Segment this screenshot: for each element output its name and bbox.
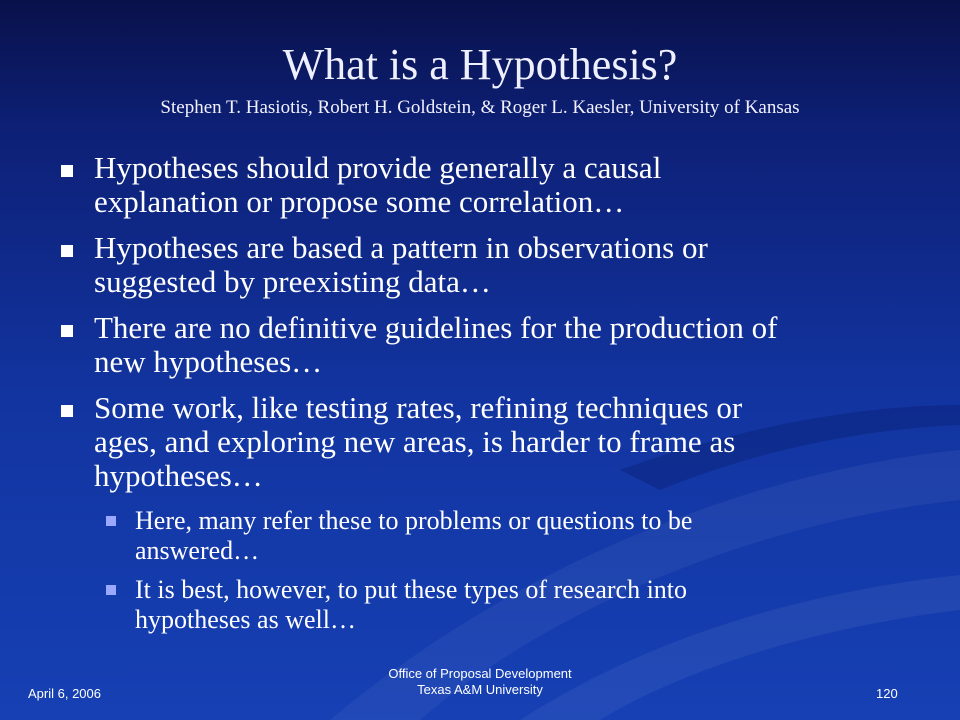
sub-bullet-text-line: Here, many refer these to problems or questions to be [135, 506, 693, 535]
square-bullet-icon [61, 325, 73, 337]
bullet-text-line: ages, and exploring new areas, is harder to frame as [94, 424, 736, 459]
bullet-text-line: Hypotheses are based a pattern in observations or [94, 230, 708, 265]
slide-subtitle: Stephen T. Hasiotis, Robert H. Goldstein, & Roger L. Kaesler, University of Kansas [160, 97, 800, 118]
footer-date: April 6, 2006 [28, 686, 101, 701]
footer-page-number: 120 [876, 686, 898, 701]
sub-bullet-text-line: hypotheses as well… [135, 605, 356, 634]
footer-office [0, 666, 960, 698]
footer-office-name: Office of Proposal Development [388, 666, 572, 681]
bullet-text-line: explanation or propose some correlation… [94, 184, 625, 219]
sub-bullet-text-line: It is best, however, to put these types of research into [135, 575, 688, 604]
bullet-text-line: Some work, like testing rates, refining techniques or [94, 390, 743, 425]
square-sub-bullet-icon [106, 585, 116, 595]
square-bullet-icon [61, 165, 73, 177]
square-bullet-icon [61, 245, 73, 257]
bullet-text-line: new hypotheses… [94, 344, 323, 379]
bullet-text-line: suggested by preexisting data… [94, 264, 491, 299]
bullet-text-line: hypotheses… [94, 458, 263, 493]
square-bullet-icon [61, 405, 73, 417]
slide-title: What is a Hypothesis? [282, 40, 678, 89]
square-sub-bullet-icon [106, 516, 116, 526]
bullet-text-line: There are no definitive guidelines for the production of [94, 310, 778, 345]
footer-university: Texas A&M University [417, 682, 543, 697]
bullet-text-line: Hypotheses should provide generally a causal [94, 150, 662, 185]
sub-bullet-text-line: answered… [135, 536, 260, 565]
